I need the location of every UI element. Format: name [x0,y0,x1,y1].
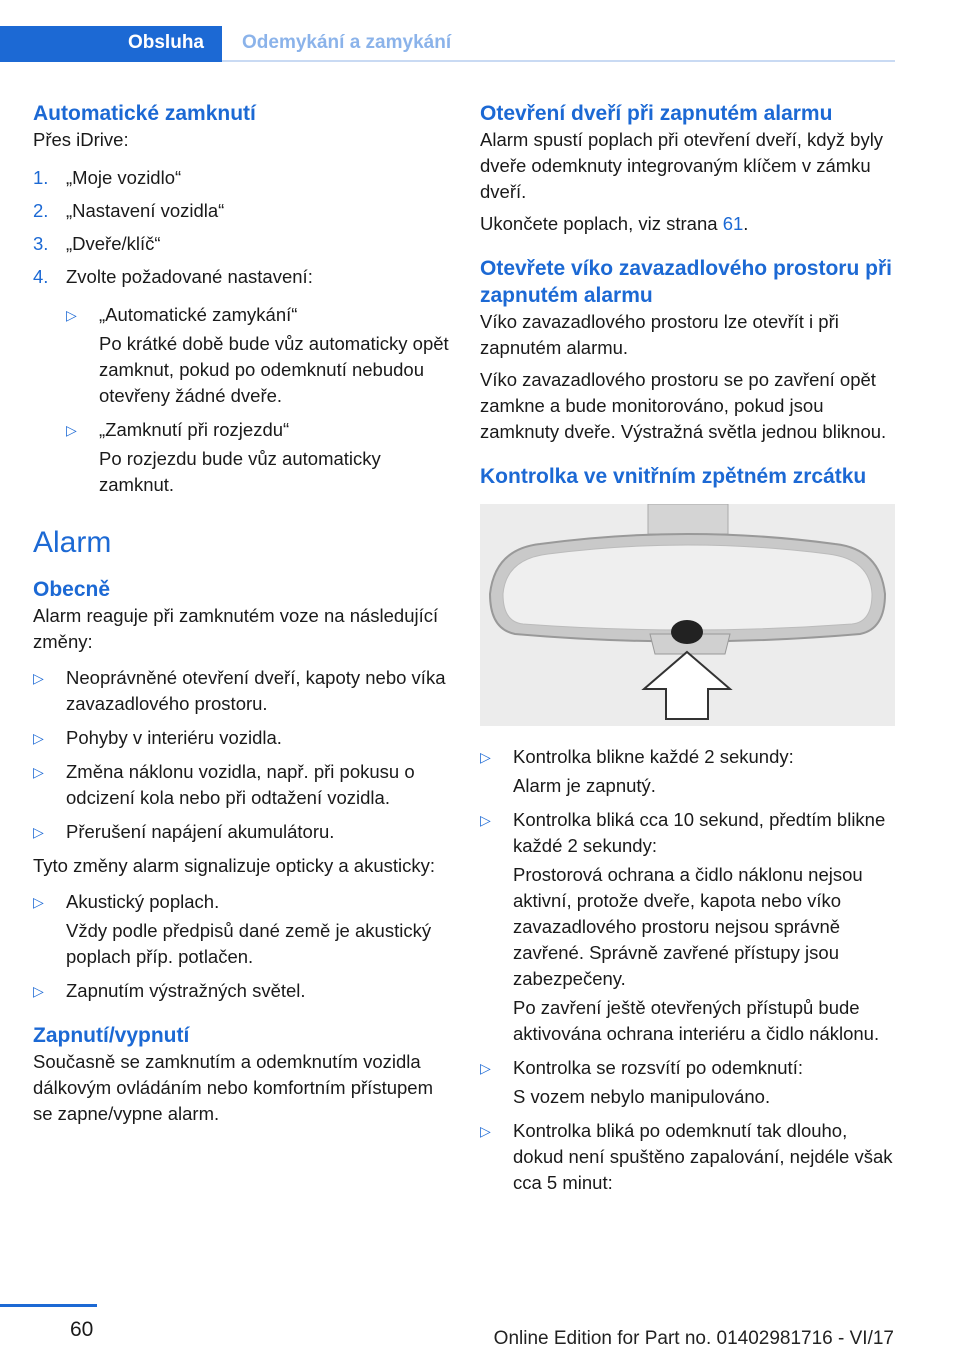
list-item-text: Zapnutím výstražných světel. [66,980,306,1001]
list-item-text: Akustický poplach. [66,891,220,912]
list-item [33,759,451,811]
list-item-text: Kontrolka blikne každé 2 sekundy: [513,746,794,767]
list-item-sub: Prostorová ochrana a čidlo náklonu nejsou aktivní, protože dveře, kapota nebo víko zavazadlového prostoru nejsou správně zavřené. Správně zavřené přístupy jsou zabezpečeny. [513,864,863,989]
indicator-items [480,744,895,1196]
step-item [33,198,451,224]
list-item-sub: Alarm je zapnutý. [513,775,656,796]
list-item-text: Neoprávněné otevření dveří, kapoty nebo víka zavazadlového prostoru. [66,667,446,714]
option-item [66,302,451,409]
header-tab-active [0,26,222,62]
step-text: „Moje vozidlo“ [66,167,182,188]
list-item [33,889,451,970]
step-number: 4. [33,266,49,287]
door-alarm-end-dot: . [743,213,749,234]
step-number: 1. [33,167,49,188]
list-item [33,665,451,717]
triangle-bullet-icon: ▷ [33,983,44,999]
mirror-illustration [480,504,895,726]
list-item-sub: Po zavření ještě otevřených přístupů bude aktivována ochrana interiéru a čidlo náklonu. [513,997,880,1044]
step-text: „Nastavení vozidla“ [66,200,225,221]
triangle-bullet-icon: ▷ [33,730,44,746]
list-item [480,744,895,799]
door-alarm-title: Otevření dveří při zapnutém alarmu [480,102,833,125]
indicator-title: Kontrolka ve vnitřním zpětném zrcátku [480,465,867,488]
option-title: „Zamknutí při rozjezdu“ [99,419,290,440]
option-title: „Automatické zamykání“ [99,304,298,325]
list-item [480,1055,895,1110]
step-item [33,165,451,191]
list-item-text: Přerušení napájení akumulátoru. [66,821,335,842]
triangle-bullet-icon: ▷ [33,894,44,910]
list-item-sub: S vozem nebylo manipulováno. [513,1086,771,1107]
step-number: 3. [33,233,49,254]
signal-intro: Tyto změny alarm signalizuje opticky a akusticky: [33,855,436,876]
door-alarm-end-text: Ukončete poplach, viz strana [480,213,718,234]
onoff-text: Současně se zamknutím a odemknutím vozidla dálkovým ovládáním nebo komfortním přístupem se zapne/vypne alarm. [33,1051,433,1124]
right-column [480,100,895,1204]
header-tab-section [222,26,895,62]
trunk-alarm-p1: Víko zavazadlového prostoru lze otevřít i při zapnutém alarmu. [480,311,839,358]
header-tab-label: Obsluha [127,32,204,53]
footer-edition: Online Edition for Part no. 01402981716 - VI/17 [493,1328,894,1349]
list-item-text: Kontrolka bliká cca 10 sekund, předtím blikne každé 2 sekundy: [513,809,886,856]
list-item-text: Pohyby v interiéru vozidla. [66,727,282,748]
triangle-bullet-icon: ▷ [33,764,44,780]
onoff-title: Zapnutí/vypnutí [33,1024,190,1047]
triangle-bullet-icon: ▷ [66,307,77,323]
list-item-text: Kontrolka se rozsvítí po odemknutí: [513,1057,803,1078]
auto-lock-options [66,302,451,498]
option-desc: Po rozjezdu bude vůz automaticky zamknut. [99,448,381,495]
footer-divider [0,1304,97,1307]
list-item [33,725,451,751]
triangle-bullet-icon: ▷ [33,670,44,686]
triangle-bullet-icon: ▷ [33,824,44,840]
list-item-sub: Vždy podle předpisů dané země je akustický poplach příp. potlačen. [66,920,432,967]
trunk-alarm-p2: Víko zavazadlového prostoru se po zavření opět zamkne a bude monitorováno, pokud jsou zamknuty dveře. Výstražná světla jednou bliknou. [480,369,887,442]
list-item-text: Změna náklonu vozidla, např. při pokusu o odcizení kola nebo při odtažení vozidla. [66,761,415,808]
step-text: „Dveře/klíč“ [66,233,161,254]
triangle-bullet-icon: ▷ [480,812,491,828]
triangle-bullet-icon: ▷ [480,1123,491,1139]
rearview-mirror-icon [480,504,895,726]
general-items [33,665,451,845]
list-item [33,978,451,1004]
page-link[interactable]: 61 [722,213,744,234]
general-title: Obecně [33,578,111,601]
auto-lock-steps [33,165,451,498]
list-item [33,819,451,845]
signal-items [33,889,451,1004]
header-divider [222,60,895,62]
option-desc: Po krátké době bude vůz automaticky opět zamknut, pokud po odemknutí nebudou otevřeny žádné dveře. [99,333,449,406]
triangle-bullet-icon: ▷ [480,749,491,765]
step-item [33,264,451,498]
door-alarm-end [480,211,895,237]
triangle-bullet-icon: ▷ [480,1060,491,1076]
list-item-text: Kontrolka bliká po odemknutí tak dlouho, dokud není spuštěno zapalování, nejdéle však cca 5 minut: [513,1120,893,1193]
step-item [33,231,451,257]
trunk-alarm-title: Otevřete víko zavazadlového prostoru při zapnutém alarmu [480,257,892,307]
auto-lock-title: Automatické zamknutí [33,102,256,125]
option-item [66,417,451,498]
general-intro: Alarm reaguje při zamknutém voze na následující změny: [33,605,439,652]
list-item [480,1118,895,1196]
list-item [480,807,895,1047]
auto-lock-intro: Přes iDrive: [33,129,129,150]
page-number: 60 [70,1318,94,1341]
triangle-bullet-icon: ▷ [66,422,77,438]
header-section-label: Odemykání a zamykání [242,32,452,53]
alarm-title: Alarm [33,526,112,559]
step-number: 2. [33,200,49,221]
door-alarm-text: Alarm spustí poplach při otevření dveří, když byly dveře odemknuty integrovaným klíčem v zámku dveří. [480,129,884,202]
step-text: Zvolte požadované nastavení: [66,266,313,287]
left-column [33,100,451,1133]
